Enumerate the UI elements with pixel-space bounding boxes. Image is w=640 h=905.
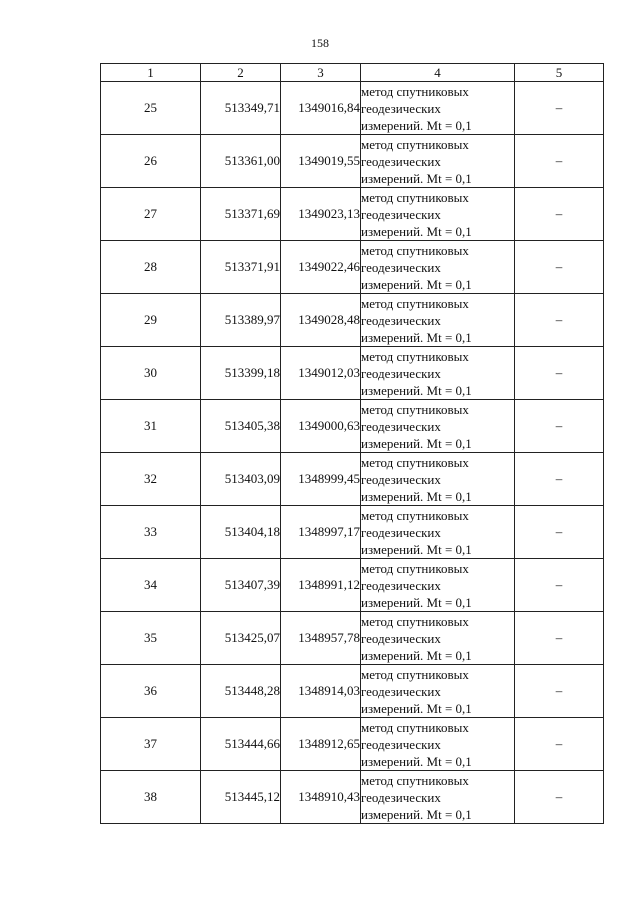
method-line: измерений. Mt = 0,1 [361, 647, 472, 663]
method-line: измерений. Mt = 0,1 [361, 488, 472, 504]
method-cell [361, 559, 515, 612]
method-line: измерений. Mt = 0,1 [361, 276, 472, 292]
method-line: измерений. Mt = 0,1 [361, 753, 472, 769]
x-coordinate-cell: 513399,18 [201, 347, 281, 400]
method-line: метод спутниковых [361, 772, 469, 788]
x-coordinate-cell: 513389,97 [201, 294, 281, 347]
column-header-4: 4 [361, 64, 515, 82]
method-line: геодезических [361, 789, 441, 805]
table-row [101, 559, 604, 612]
method-cell [361, 294, 515, 347]
note-cell: – [515, 241, 604, 294]
column-header-2: 2 [201, 64, 281, 82]
method-line: метод спутниковых [361, 507, 469, 523]
note-cell: – [515, 294, 604, 347]
method-cell [361, 188, 515, 241]
method-line: метод спутниковых [361, 83, 469, 99]
x-coordinate-cell: 513407,39 [201, 559, 281, 612]
y-coordinate-cell: 1349016,84 [281, 82, 361, 135]
x-coordinate-cell: 513405,38 [201, 400, 281, 453]
note-cell: – [515, 665, 604, 718]
method-line: метод спутниковых [361, 454, 469, 470]
y-coordinate-cell: 1348914,03 [281, 665, 361, 718]
table-row [101, 400, 604, 453]
method-cell [361, 506, 515, 559]
x-coordinate-cell: 513425,07 [201, 612, 281, 665]
note-cell: – [515, 135, 604, 188]
y-coordinate-cell: 1348912,65 [281, 718, 361, 771]
table-row [101, 294, 604, 347]
table-header [101, 64, 604, 82]
table-row [101, 771, 604, 824]
table-row [101, 241, 604, 294]
y-coordinate-cell: 1349000,63 [281, 400, 361, 453]
note-cell: – [515, 400, 604, 453]
method-line: измерений. Mt = 0,1 [361, 435, 472, 451]
y-coordinate-cell: 1348957,78 [281, 612, 361, 665]
method-cell [361, 718, 515, 771]
y-coordinate-cell: 1349023,13 [281, 188, 361, 241]
column-header-5: 5 [515, 64, 604, 82]
x-coordinate-cell: 513349,71 [201, 82, 281, 135]
y-coordinate-cell: 1348997,17 [281, 506, 361, 559]
x-coordinate-cell: 513371,69 [201, 188, 281, 241]
y-coordinate-cell: 1349028,48 [281, 294, 361, 347]
method-line: геодезических [361, 206, 441, 222]
method-cell [361, 347, 515, 400]
point-number-cell: 38 [101, 771, 201, 824]
method-line: измерений. Mt = 0,1 [361, 329, 472, 345]
x-coordinate-cell: 513444,66 [201, 718, 281, 771]
method-line: измерений. Mt = 0,1 [361, 382, 472, 398]
point-number-cell: 29 [101, 294, 201, 347]
method-line: геодезических [361, 259, 441, 275]
method-line: геодезических [361, 153, 441, 169]
method-line: измерений. Mt = 0,1 [361, 541, 472, 557]
method-cell [361, 135, 515, 188]
method-line: геодезических [361, 100, 441, 116]
x-coordinate-cell: 513448,28 [201, 665, 281, 718]
table-row [101, 453, 604, 506]
method-line: геодезических [361, 312, 441, 328]
method-cell [361, 665, 515, 718]
point-number-cell: 37 [101, 718, 201, 771]
method-line: измерений. Mt = 0,1 [361, 700, 472, 716]
method-line: измерений. Mt = 0,1 [361, 806, 472, 822]
point-number-cell: 35 [101, 612, 201, 665]
point-number-cell: 26 [101, 135, 201, 188]
note-cell: – [515, 771, 604, 824]
point-number-cell: 31 [101, 400, 201, 453]
table-row [101, 135, 604, 188]
column-header-1: 1 [101, 64, 201, 82]
x-coordinate-cell: 513361,00 [201, 135, 281, 188]
method-line: метод спутниковых [361, 719, 469, 735]
method-line: метод спутниковых [361, 242, 469, 258]
note-cell: – [515, 82, 604, 135]
method-line: геодезических [361, 577, 441, 593]
method-cell [361, 453, 515, 506]
x-coordinate-cell: 513403,09 [201, 453, 281, 506]
x-coordinate-cell: 513404,18 [201, 506, 281, 559]
point-number-cell: 30 [101, 347, 201, 400]
note-cell: – [515, 453, 604, 506]
note-cell: – [515, 506, 604, 559]
table-row [101, 612, 604, 665]
method-line: геодезических [361, 736, 441, 752]
y-coordinate-cell: 1349012,03 [281, 347, 361, 400]
method-line: геодезических [361, 524, 441, 540]
method-cell [361, 771, 515, 824]
note-cell: – [515, 612, 604, 665]
method-line: метод спутниковых [361, 560, 469, 576]
method-line: геодезических [361, 471, 441, 487]
method-cell [361, 82, 515, 135]
table-body [101, 82, 604, 824]
method-line: метод спутниковых [361, 295, 469, 311]
method-cell [361, 400, 515, 453]
point-number-cell: 27 [101, 188, 201, 241]
method-line: метод спутниковых [361, 348, 469, 364]
header-row [101, 64, 604, 82]
y-coordinate-cell: 1348999,45 [281, 453, 361, 506]
x-coordinate-cell: 513371,91 [201, 241, 281, 294]
table-row [101, 188, 604, 241]
point-number-cell: 25 [101, 82, 201, 135]
method-line: геодезических [361, 630, 441, 646]
note-cell: – [515, 559, 604, 612]
table-row [101, 506, 604, 559]
table-row [101, 347, 604, 400]
y-coordinate-cell: 1348991,12 [281, 559, 361, 612]
method-line: метод спутниковых [361, 189, 469, 205]
table-row [101, 718, 604, 771]
note-cell: – [515, 347, 604, 400]
table-row [101, 665, 604, 718]
page-number: 158 [311, 36, 329, 50]
y-coordinate-cell: 1349022,46 [281, 241, 361, 294]
method-line: метод спутниковых [361, 401, 469, 417]
y-coordinate-cell: 1349019,55 [281, 135, 361, 188]
note-cell: – [515, 188, 604, 241]
point-number-cell: 28 [101, 241, 201, 294]
point-number-cell: 36 [101, 665, 201, 718]
method-line: метод спутниковых [361, 613, 469, 629]
method-line: геодезических [361, 418, 441, 434]
method-line: измерений. Mt = 0,1 [361, 170, 472, 186]
method-line: геодезических [361, 683, 441, 699]
point-number-cell: 34 [101, 559, 201, 612]
method-cell [361, 612, 515, 665]
table-row [101, 82, 604, 135]
method-line: метод спутниковых [361, 136, 469, 152]
method-line: измерений. Mt = 0,1 [361, 223, 472, 239]
coordinates-table [100, 63, 604, 824]
column-header-3: 3 [281, 64, 361, 82]
method-line: метод спутниковых [361, 666, 469, 682]
note-cell: – [515, 718, 604, 771]
x-coordinate-cell: 513445,12 [201, 771, 281, 824]
method-line: геодезических [361, 365, 441, 381]
method-line: измерений. Mt = 0,1 [361, 117, 472, 133]
y-coordinate-cell: 1348910,43 [281, 771, 361, 824]
point-number-cell: 32 [101, 453, 201, 506]
method-line: измерений. Mt = 0,1 [361, 594, 472, 610]
method-cell [361, 241, 515, 294]
point-number-cell: 33 [101, 506, 201, 559]
